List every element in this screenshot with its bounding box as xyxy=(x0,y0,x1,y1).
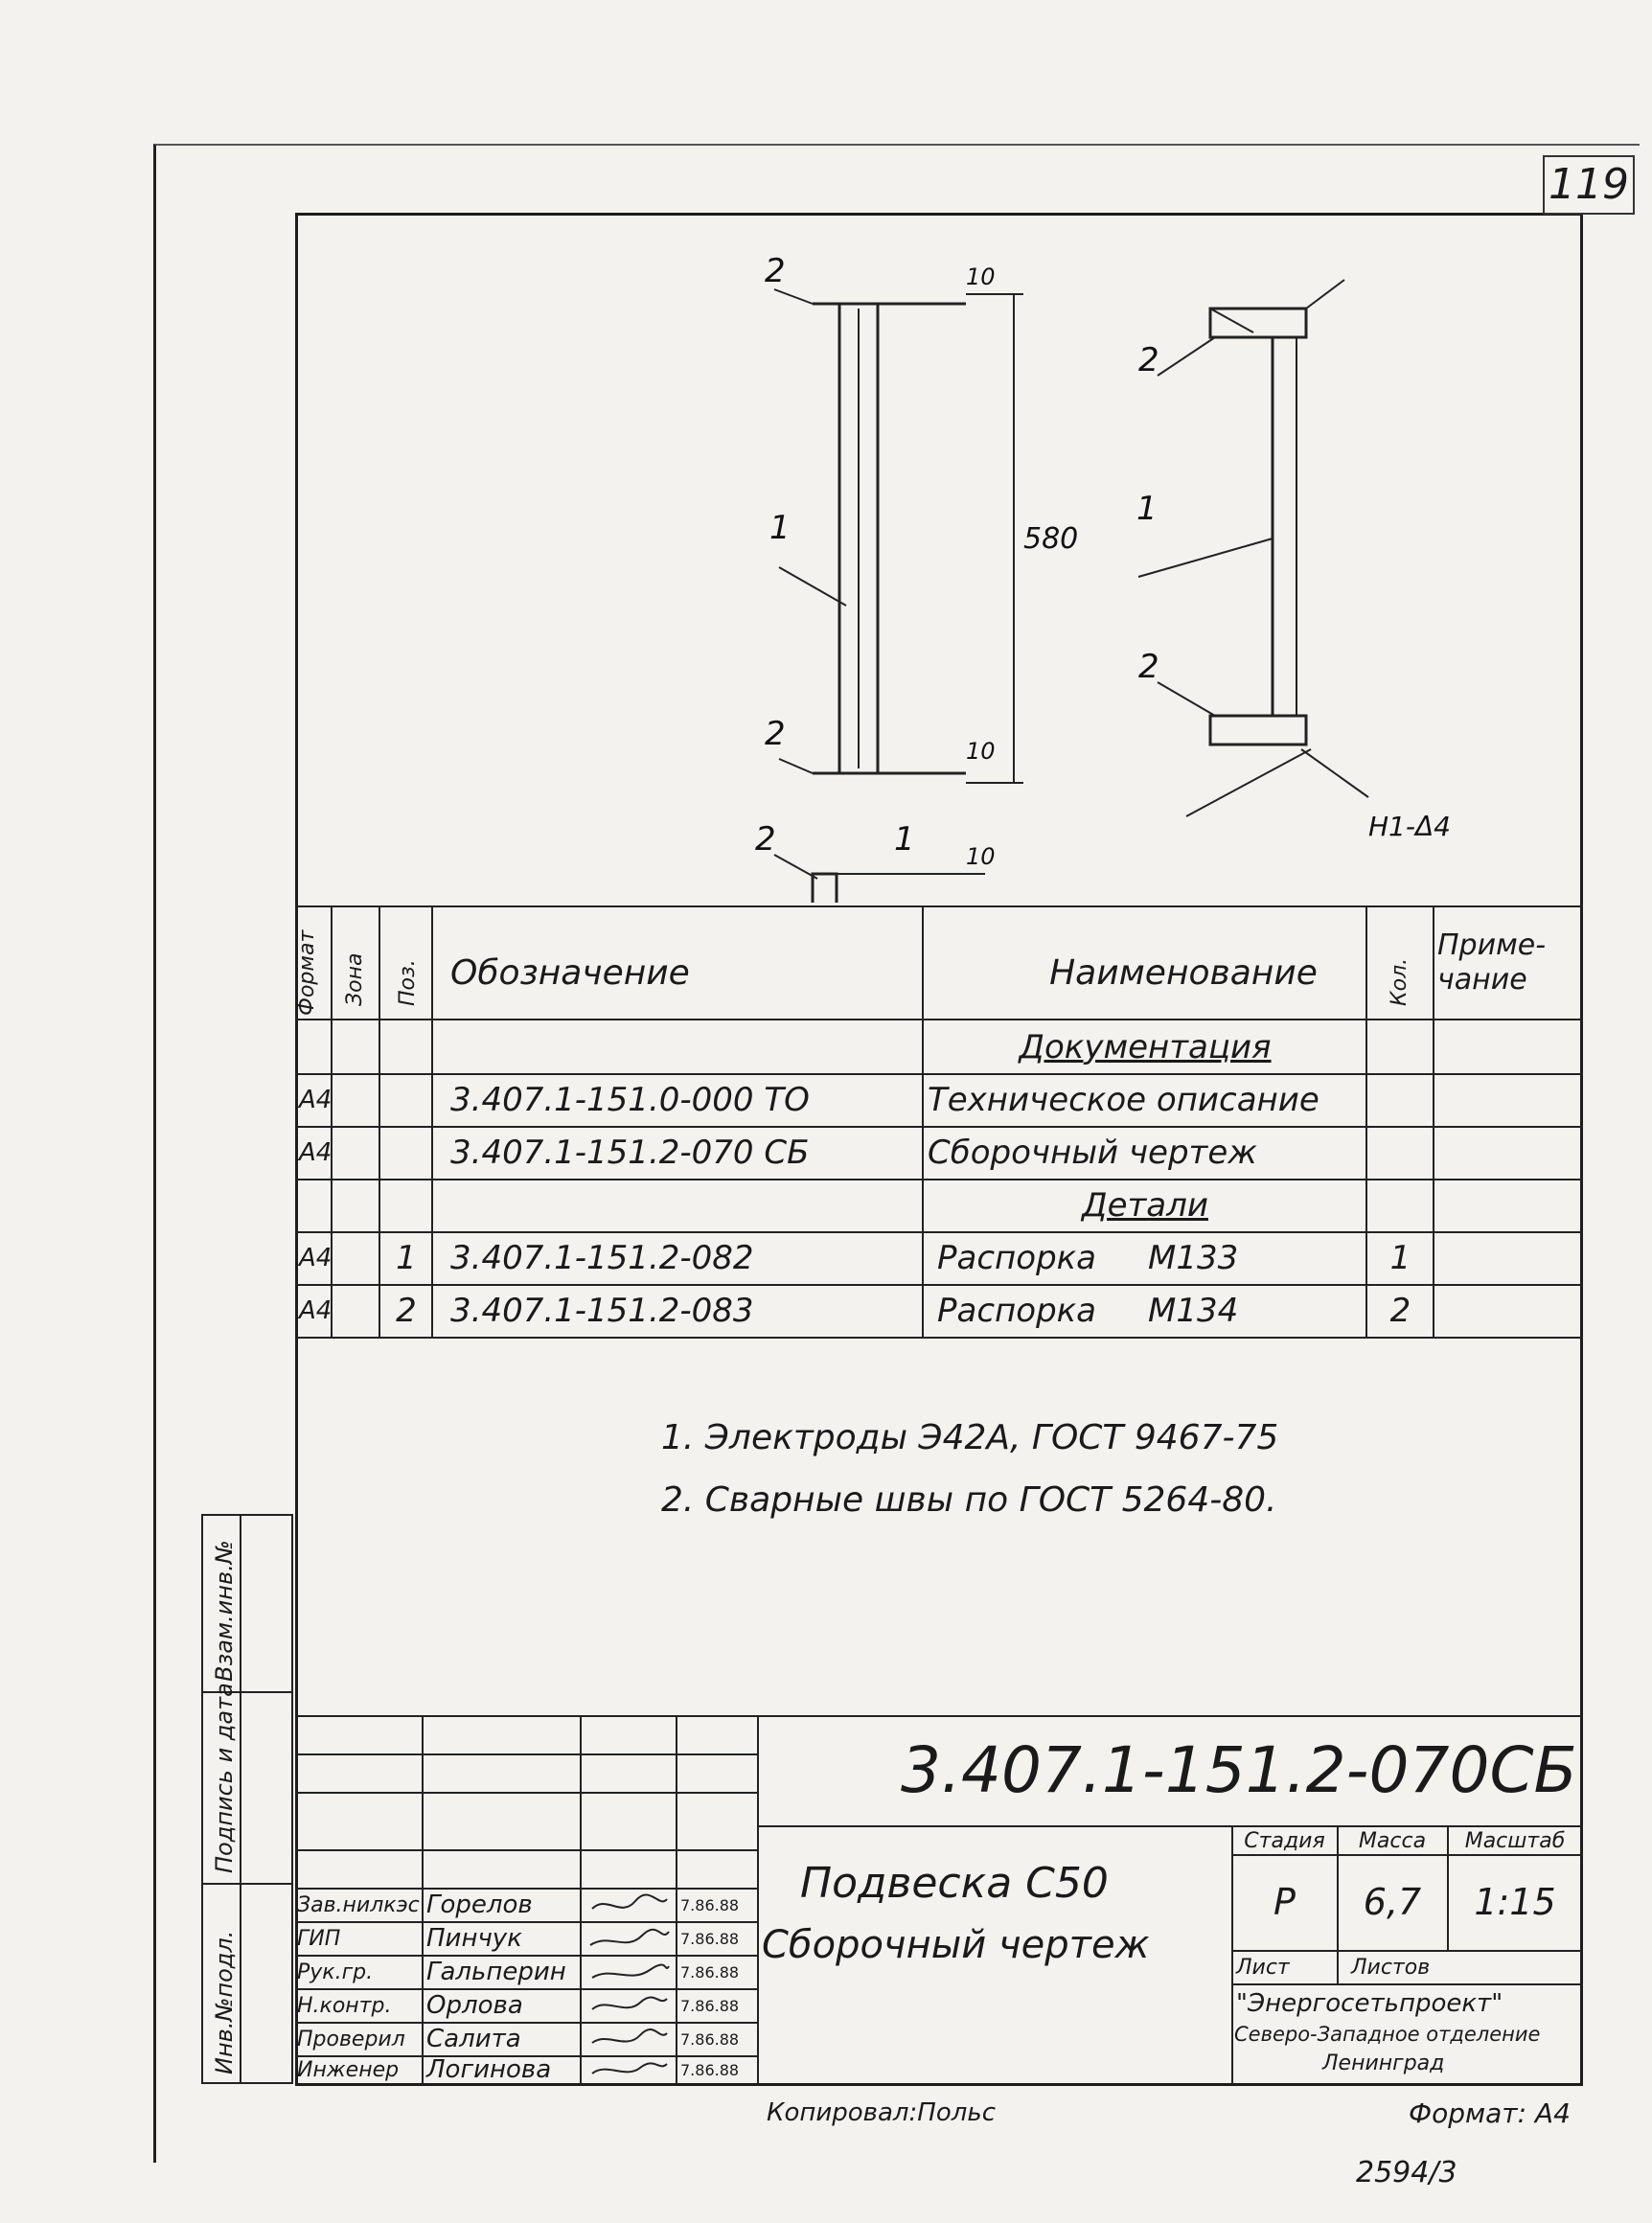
doc-number: 3.407.1-151.2-070СБ xyxy=(901,1733,1577,1807)
header-designation: Обозначение xyxy=(450,952,690,993)
stage-value: Р xyxy=(1273,1881,1296,1923)
org-department: Северо-Западное отделение xyxy=(1234,2023,1541,2046)
sig-role: Н.контр. xyxy=(297,1993,392,2018)
sig-date: 7.86.88 xyxy=(680,1962,740,1982)
label-top-bracket: 2 xyxy=(765,252,786,290)
side-bottom-plate xyxy=(1210,716,1306,745)
sig-role: Зав.нилкэс xyxy=(297,1892,420,1917)
sig-role: ГИП xyxy=(297,1926,341,1951)
label-side-top: 2 xyxy=(1138,341,1159,379)
dim-top: 10 xyxy=(966,264,996,290)
label-section-right: 1 xyxy=(894,820,915,859)
signature-marks xyxy=(583,1890,674,2081)
sig-date: 7.86.88 xyxy=(680,2029,740,2049)
org-name: "Энергосетьпроект" xyxy=(1236,1989,1503,2018)
label-strut: 1 xyxy=(769,509,791,547)
row-name: Распорка М134 xyxy=(937,1292,1239,1330)
header-qty: Кол. xyxy=(1387,957,1411,1006)
row-name: Сборочный чертеж xyxy=(928,1134,1257,1172)
header-note: Приме- чание xyxy=(1437,928,1547,997)
dim-section: 10 xyxy=(966,843,996,870)
sig-role: Проверил xyxy=(297,2027,405,2051)
dim-height: 580 xyxy=(1023,522,1079,556)
label-bottom-bracket: 2 xyxy=(765,715,786,753)
row-qty: 2 xyxy=(1389,1292,1411,1330)
label-section-left: 2 xyxy=(755,820,776,859)
header-format: Формат xyxy=(294,929,319,1016)
sig-date: 7.86.88 xyxy=(680,2060,740,2079)
row-name: Техническое описание xyxy=(928,1081,1319,1119)
row-designation: 3.407.1-151.2-082 xyxy=(450,1239,754,1277)
row-name: Распорка М133 xyxy=(937,1239,1239,1277)
label-side-middle: 1 xyxy=(1136,490,1158,528)
row-qty: 1 xyxy=(1389,1239,1411,1277)
header-name: Наименование xyxy=(1049,952,1318,993)
format-label: Формат: А4 xyxy=(1409,2097,1571,2129)
row-designation: 3.407.1-151.2-083 xyxy=(450,1292,754,1330)
header-zone: Зона xyxy=(342,952,367,1006)
title-line-2: Сборочный чертеж xyxy=(762,1923,1150,1967)
sig-date: 7.86.88 xyxy=(680,1895,740,1914)
scale-value: 1:15 xyxy=(1474,1881,1556,1923)
sheets-label: Листов xyxy=(1351,1955,1431,1980)
sig-name: Орлова xyxy=(426,1991,523,2020)
row-format: А4 xyxy=(299,1296,333,1325)
sig-date: 7.86.88 xyxy=(680,1929,740,1948)
row-section-documentation: Документация xyxy=(1019,1027,1272,1066)
row-format: А4 xyxy=(299,1138,333,1167)
stamp-inv-orig: Инв.№подл. xyxy=(211,1930,238,2074)
row-pos: 1 xyxy=(396,1239,417,1277)
sheet-number: 119 xyxy=(1543,155,1635,215)
mass-value: 6,7 xyxy=(1363,1881,1422,1923)
weld-mark: H1-Δ4 xyxy=(1368,811,1451,842)
scale-label: Масштаб xyxy=(1464,1828,1566,1853)
mass-label: Масса xyxy=(1358,1828,1427,1853)
sig-role: Инженер xyxy=(297,2057,400,2082)
sig-name: Логинова xyxy=(426,2055,552,2084)
row-format: А4 xyxy=(299,1244,333,1272)
stage-label: Стадия xyxy=(1244,1828,1325,1853)
sheet-label: Лист xyxy=(1236,1955,1290,1980)
title-line-1: Подвеска С50 xyxy=(800,1858,1109,1908)
sig-name: Горелов xyxy=(426,1891,533,1919)
archive-number: 2594/3 xyxy=(1356,2156,1457,2189)
sig-date: 7.86.88 xyxy=(680,1996,740,2015)
row-format: А4 xyxy=(299,1086,333,1114)
note-1: 1. Электроды Э42А, ГОСТ 9467-75 xyxy=(661,1417,1279,1457)
sig-name: Гальперин xyxy=(426,1958,566,1986)
sig-role: Рук.гр. xyxy=(297,1959,374,1984)
row-pos: 2 xyxy=(396,1292,417,1330)
label-side-bottom: 2 xyxy=(1138,648,1159,686)
row-designation: 3.407.1-151.0-000 ТО xyxy=(450,1081,810,1119)
copied-by: Копировал:Польс xyxy=(767,2098,997,2127)
header-pos: Поз. xyxy=(395,959,420,1006)
stamp-sign-date: Подпись и дата xyxy=(211,1683,238,1873)
side-top-plate xyxy=(1210,309,1306,337)
sig-name: Пинчук xyxy=(426,1924,522,1953)
org-city: Ленинград xyxy=(1322,2051,1445,2075)
assembly-drawing xyxy=(295,213,1583,903)
row-designation: 3.407.1-151.2-070 СБ xyxy=(450,1134,810,1172)
note-2: 2. Сварные швы по ГОСТ 5264-80. xyxy=(661,1479,1277,1520)
stamp-replace: Взам.инв.№ xyxy=(211,1540,238,1682)
row-section-parts: Детали xyxy=(1082,1186,1208,1225)
dim-bottom: 10 xyxy=(966,738,996,765)
sig-name: Салита xyxy=(426,2025,521,2053)
